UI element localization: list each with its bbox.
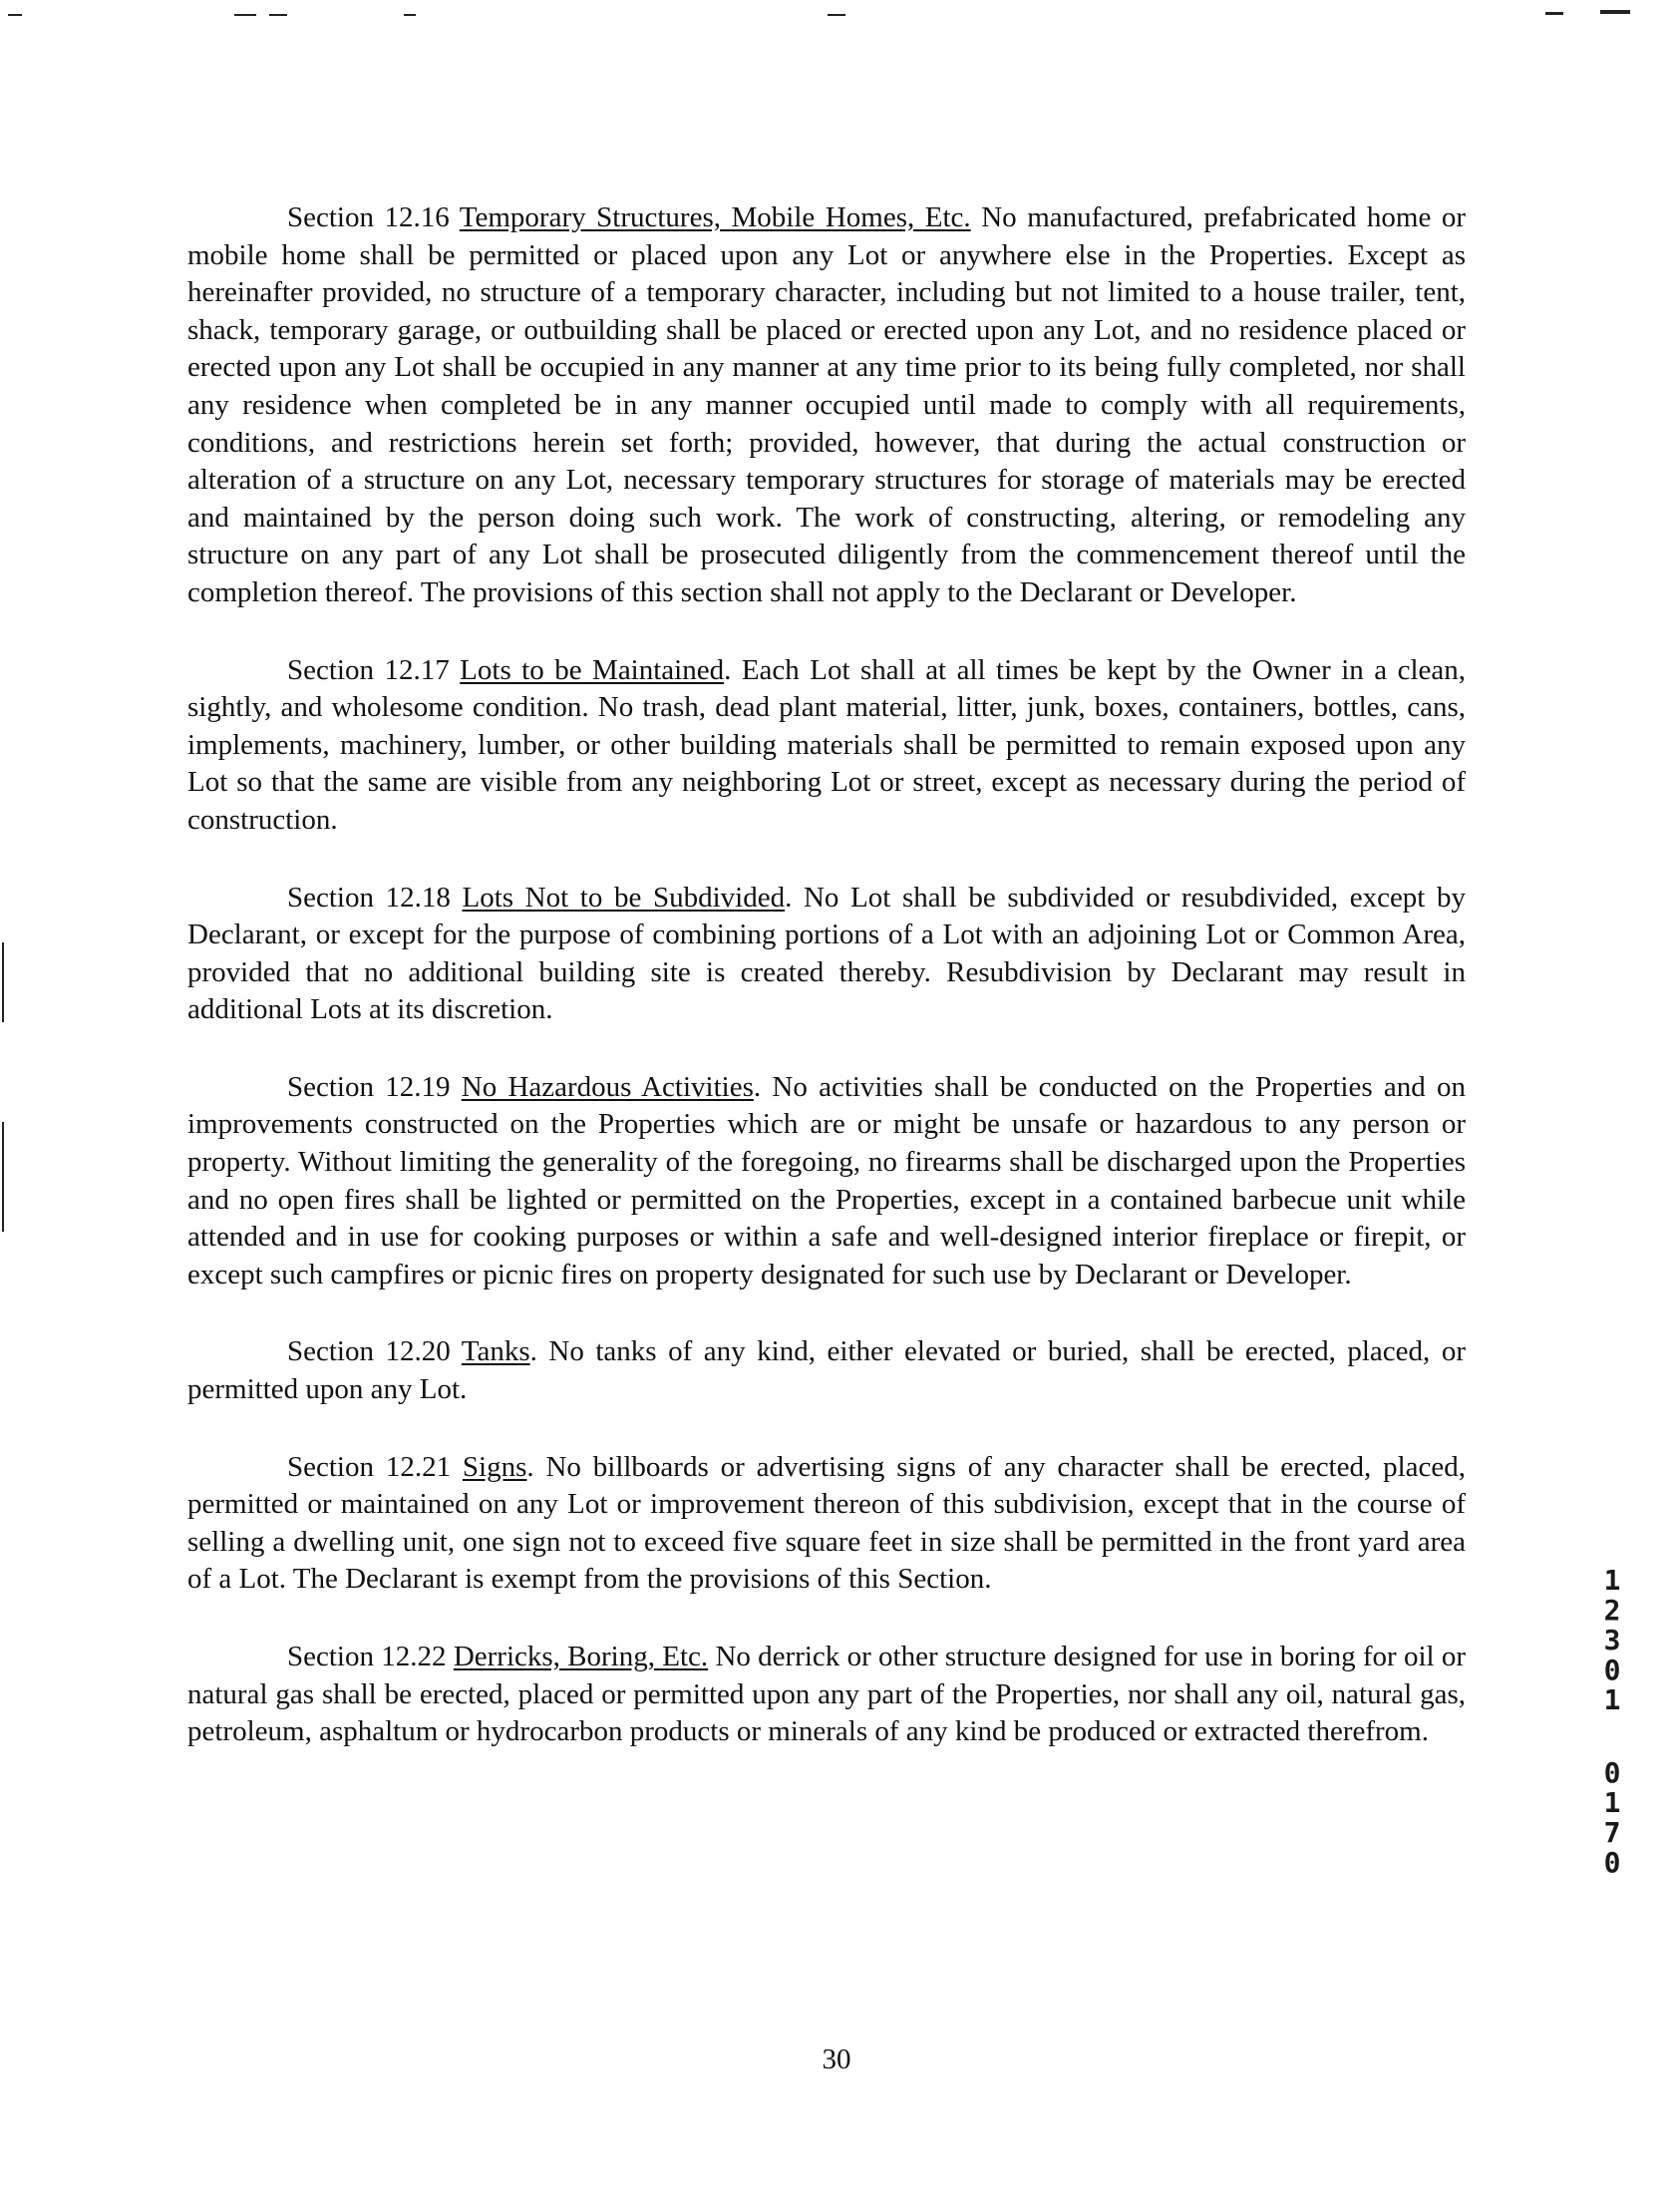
section-12-18 [187,880,1466,1029]
section-number: Section 12.16 [287,201,450,233]
scan-mark [1545,12,1563,15]
section-heading: Temporary Structures, Mobile Homes, Etc. [459,201,971,233]
section-number: Section 12.21 [287,1450,452,1483]
stamp-digit: 3 [1603,1624,1621,1657]
section-12-21 [187,1449,1466,1599]
stamp-digit: 1 [1603,1564,1621,1597]
section-number: Section 12.19 [287,1070,451,1103]
page-number: 30 [822,2043,851,2075]
scan-mark [2,1122,4,1232]
section-12-22 [187,1639,1466,1751]
section-heading: Lots to be Maintained [460,653,725,686]
scan-mark [404,14,416,16]
stamp-digit: 2 [1603,1594,1621,1627]
section-number: Section 12.18 [287,881,451,914]
margin-stamp-bottom [1595,1758,1629,1878]
scan-mark [8,14,22,16]
section-heading: No Hazardous Activities [461,1070,754,1103]
stamp-digit: 0 [1603,1654,1621,1686]
scan-mark [1600,10,1630,14]
section-heading: Tanks [461,1335,530,1368]
scan-mark [234,14,256,16]
section-body: . Each Lot shall at all times be kept by the Owner in a clean, sightly, and wholesome condition. No trash, dead plant material, litter, junk, boxes, containers, bottles, cans, implements, machinery, lumber, or other building materials shall be permitted to remain exposed upon any Lot so that the same are visible from any neighboring Lot or street, except as necessary during the period of construction. [187,653,1466,836]
document-body [187,199,1466,1791]
stamp-digit: 1 [1603,1683,1621,1716]
section-heading: Lots Not to be Subdivided [462,881,786,914]
section-body: . No billboards or advertising signs of any character shall be erected, placed, permitted or maintained on any Lot or improvement thereon of this subdivision, except that in the course of selling a dwelling unit, one sign not to exceed five square feet in size shall be permitted in the front yard area of a Lot. The Declarant is exempt from the provisions of this Section. [187,1450,1466,1596]
section-12-20 [187,1333,1466,1408]
section-12-16 [187,199,1466,612]
section-number: Section 12.22 [287,1641,447,1672]
section-12-19 [187,1069,1466,1294]
section-heading: Signs [462,1450,527,1483]
section-12-17 [187,652,1466,840]
section-body: . No tanks of any kind, either elevated or buried, shall be erected, placed, or permitted upon any Lot. [187,1335,1466,1406]
section-body: No derrick or other structure designed for use in boring for oil or natural gas shall be erected, placed or permitted upon any part of the Properties, nor shall any oil, natural gas, petroleum, asphaltum or hydrocarbon products or minerals of any kind be produced or extracted therefrom. [187,1641,1466,1748]
scan-mark [828,14,845,16]
scan-mark [2,942,4,1022]
stamp-digit: 7 [1603,1816,1621,1849]
section-body: . No Lot shall be subdivided or resubdivided, except by Declarant, or except for the purpose of combining portions of a Lot with an adjoining Lot or Common Area, provided that no additional building site is created thereby. Resubdivision by Declarant may result in additional Lots at its discretion. [187,881,1466,1026]
margin-stamp-top [1595,1566,1629,1715]
section-number: Section 12.17 [287,653,450,686]
section-number: Section 12.20 [287,1335,451,1368]
section-heading: Derricks, Boring, Etc. [453,1641,709,1672]
stamp-digit: 0 [1603,1756,1621,1789]
scan-mark [269,14,287,16]
stamp-digit: 0 [1603,1846,1621,1879]
section-body: No manufactured, prefabricated home or mobile home shall be permitted or placed upon any Lot or anywhere else in the Properties. Except as hereinafter provided, no structure of a temporary character, including but not limited to a house trailer, tent, shack, temporary garage, or outbuilding shall be placed or erected upon any Lot, and no residence placed or erected upon any Lot shall be occupied in any manner at any time prior to its being fully completed, nor shall any residence when completed be in any manner occupied until made to comply with all requirements, conditions, and restrictions herein set forth; provided, however, that during the actual construction or alteration of a structure on any Lot, necessary temporary structures for storage of materials may be erected and maintained by the person doing such work. The work of constructing, altering, or remodeling any structure on any part of any Lot shall be prosecuted diligently from the commencement thereof until the completion thereof. The provisions of this section shall not apply to the Declarant or Developer. [187,201,1467,608]
stamp-digit: 1 [1603,1786,1621,1819]
section-body: . No activities shall be conducted on the Properties and on improvements constructed on the Properties which are or might be unsafe or hazardous to any person or property. Without limiting the generality of the foregoing, no firearms shall be discharged upon the Properties and no open fires shall be lighted or permitted on the Properties, except in a contained barbecue unit while attended and in use for cooking purposes or within a safe and well-designed interior fireplace or firepit, or except such campfires or picnic fires on property designated for such use by Declarant or Developer. [187,1070,1466,1290]
